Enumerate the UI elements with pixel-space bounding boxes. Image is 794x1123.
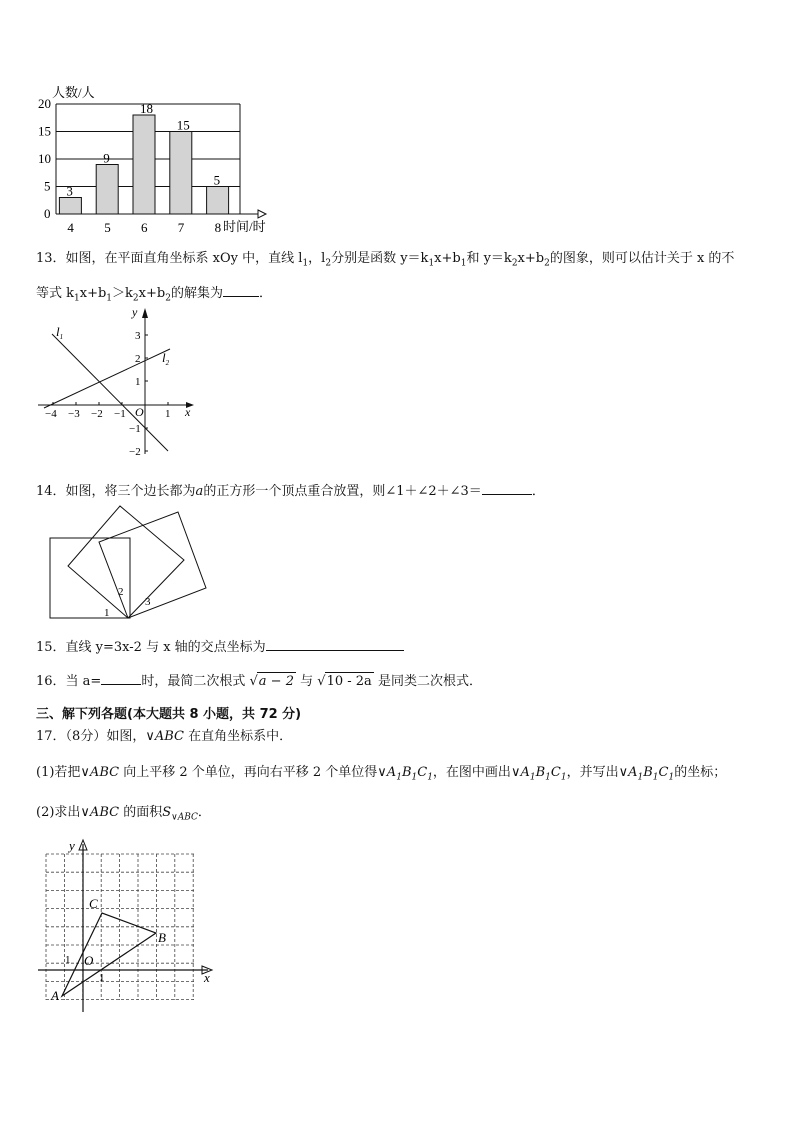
q13-xtick: −4 [45, 408, 57, 420]
square-3 [99, 512, 206, 618]
q13-sub: 1 [106, 293, 113, 304]
q17-text: 向上平移 2 个单位，再向右平移 2 个单位得 [119, 765, 378, 780]
q17-ylabel: y [69, 838, 75, 853]
q13-xtick: −3 [68, 408, 80, 420]
area-symbol: S [162, 805, 172, 820]
bar-8 [207, 187, 229, 215]
q14-var: a [195, 484, 204, 499]
q13-ytick: 1 [135, 376, 141, 388]
bar-7 [170, 132, 192, 215]
question-13-line-1 [36, 250, 734, 273]
q16-text: 是同类二次根式． [377, 674, 482, 689]
q17-text: ． [197, 805, 211, 820]
triangle-a1b1c1: $\vee A_1B_1C_1$ [510, 765, 567, 783]
triangle-abc [62, 913, 156, 996]
square-2 [68, 506, 184, 618]
q14-squares-figure [44, 500, 214, 625]
bar-data-label: 5 [213, 172, 221, 188]
q13-text: 分别是函数 y＝k [331, 251, 429, 266]
bar-chart-xlabel: 时间/时 [223, 219, 266, 234]
question-17-part-1 [36, 764, 726, 787]
l1-label: $l_1$ [56, 324, 64, 341]
line-l1 [52, 334, 168, 451]
bar-y-tick-label: 10 [38, 151, 51, 166]
vertex-c: C [89, 896, 98, 911]
question-17-intro [36, 728, 292, 746]
q17-xlabel: x [204, 970, 210, 985]
bar-6 [133, 115, 155, 214]
bar-chart-ylabel: 人数/人 [52, 85, 95, 100]
q13-text: 和 y＝k [466, 251, 512, 266]
q17-text: (1)若把 [36, 765, 81, 780]
answer-blank[interactable] [223, 282, 259, 297]
section-title: 三、解下列各题(本大题共 8 小题，共 72 分) [36, 707, 302, 722]
q13-ytick: −1 [129, 423, 141, 435]
q13-text: ＞k [112, 286, 133, 301]
triangle-a1b1c1: $\vee A_1B_1C_1$ [618, 765, 675, 783]
vertex-a: A [51, 988, 59, 1003]
triangle-a1b1c1: $\vee A_1B_1C_1$ [377, 765, 433, 783]
q17-text: 17．（8分）如图， [36, 729, 146, 744]
bar-data-label: 15 [176, 117, 190, 133]
q13-sub: 2 [325, 258, 332, 269]
question-14 [36, 480, 545, 501]
square-1 [50, 538, 130, 618]
q17-tri: ∨ABC [145, 729, 184, 744]
q13-text: x+b [517, 251, 545, 266]
q13-sub: 2 [132, 293, 139, 304]
bar-y-tick-label: 15 [38, 123, 51, 139]
q13-text: 13．如图，在平面直角坐标系 xOy 中，直线 l [36, 251, 303, 266]
q17-text: ，并写出 [566, 765, 619, 780]
q17-tri: ∨ABC [80, 765, 120, 780]
q13-sub: 1 [74, 293, 80, 304]
q13-xtick: −1 [114, 408, 126, 420]
angle-label-2: 2 [118, 586, 124, 598]
bar-5 [96, 165, 118, 215]
bar-x-tick-label: 7 [177, 220, 185, 234]
answer-blank[interactable] [482, 480, 532, 495]
q14-text: 的正方形一个顶点重合放置，则∠1＋∠2＋∠3＝ [203, 484, 482, 499]
q17-one-x: 1 [99, 972, 105, 984]
bar-4 [59, 198, 81, 215]
q17-text: 在直角坐标系中． [183, 729, 293, 744]
q13-text: ，l [308, 251, 326, 266]
q13-line-graph [34, 304, 204, 464]
question-15 [36, 636, 404, 657]
bar-data-label: 9 [103, 150, 110, 166]
q13-sub: 1 [302, 258, 309, 269]
q13-text: 的解集为 [170, 286, 223, 301]
l2-label: $l_2$ [162, 350, 170, 367]
bar-x-tick-label: 5 [104, 220, 111, 234]
sqrt-icon: √ [317, 674, 326, 689]
radicand-2: 10 - 2a [326, 674, 372, 689]
bar-x-tick-label: 8 [214, 220, 222, 234]
q17-origin: O [84, 953, 94, 968]
bar-data-label: 3 [66, 183, 73, 199]
radicand-1: a − 2 [258, 674, 294, 689]
vertex-b: B [158, 930, 166, 945]
bar-x-tick-label: 6 [141, 220, 148, 234]
q13-text: 等式 k [36, 286, 75, 301]
q13-xtick: 1 [165, 408, 171, 420]
q16-text: 时，最简二次根式 [141, 674, 246, 689]
q17-text: 的坐标； [674, 765, 727, 780]
q13-ytick: −2 [129, 446, 141, 458]
question-16 [36, 670, 482, 691]
q13-ytick: 2 [135, 353, 141, 365]
question-17-part-2 [36, 804, 211, 827]
q17-one-y: 1 [65, 954, 71, 966]
q15-text: 15．直线 y=3x-2 与 x 轴的交点坐标为 [36, 640, 266, 655]
q17-coordinate-grid [36, 838, 222, 1016]
q13-sub: 1 [428, 258, 435, 269]
q13-text: x+b [434, 251, 461, 266]
q13-xtick: −2 [91, 408, 103, 420]
q13-text: 的图象，则可以估计关于 x 的不 [549, 251, 735, 266]
q17-tri: ∨ABC [80, 805, 120, 820]
area-subscript: ∨ABC [171, 812, 198, 823]
q17-text: 的面积 [119, 805, 163, 820]
q16-text: 与 [300, 674, 314, 689]
q13-sub: 2 [511, 258, 518, 269]
q13-text: ． [258, 286, 272, 301]
q14-text: ． [531, 484, 545, 499]
q13-sub: 1 [460, 258, 467, 269]
q13-sub: 2 [544, 258, 550, 269]
q16-text: 16．当 a= [36, 674, 102, 689]
q13-text: x+b [79, 286, 107, 301]
q17-text: (2)求出 [36, 805, 81, 820]
q13-origin: O [135, 405, 144, 419]
q13-ylabel: y [132, 305, 138, 319]
q13-sub: 2 [165, 293, 171, 304]
q14-text: 14．如图，将三个边长都为 [36, 484, 196, 499]
bar-data-label: 18 [140, 101, 153, 116]
angle-label-3: 3 [145, 596, 151, 608]
bar-y-tick-label: 0 [44, 206, 51, 221]
bar-chart [30, 82, 280, 234]
q13-xlabel: x [185, 405, 191, 419]
q17-text: ，在图中画出 [432, 765, 511, 780]
sqrt-icon: √ [249, 674, 258, 689]
q13-ytick: 3 [135, 330, 141, 342]
bar-x-tick-label: 4 [67, 220, 74, 234]
angle-label-1: 1 [104, 607, 110, 619]
bar-y-tick-label: 20 [38, 96, 51, 111]
line-l2 [44, 349, 170, 408]
answer-blank[interactable] [266, 636, 404, 651]
answer-blank[interactable] [101, 670, 141, 685]
q13-text: x+b [138, 286, 166, 301]
bar-y-tick-label: 5 [44, 178, 51, 194]
